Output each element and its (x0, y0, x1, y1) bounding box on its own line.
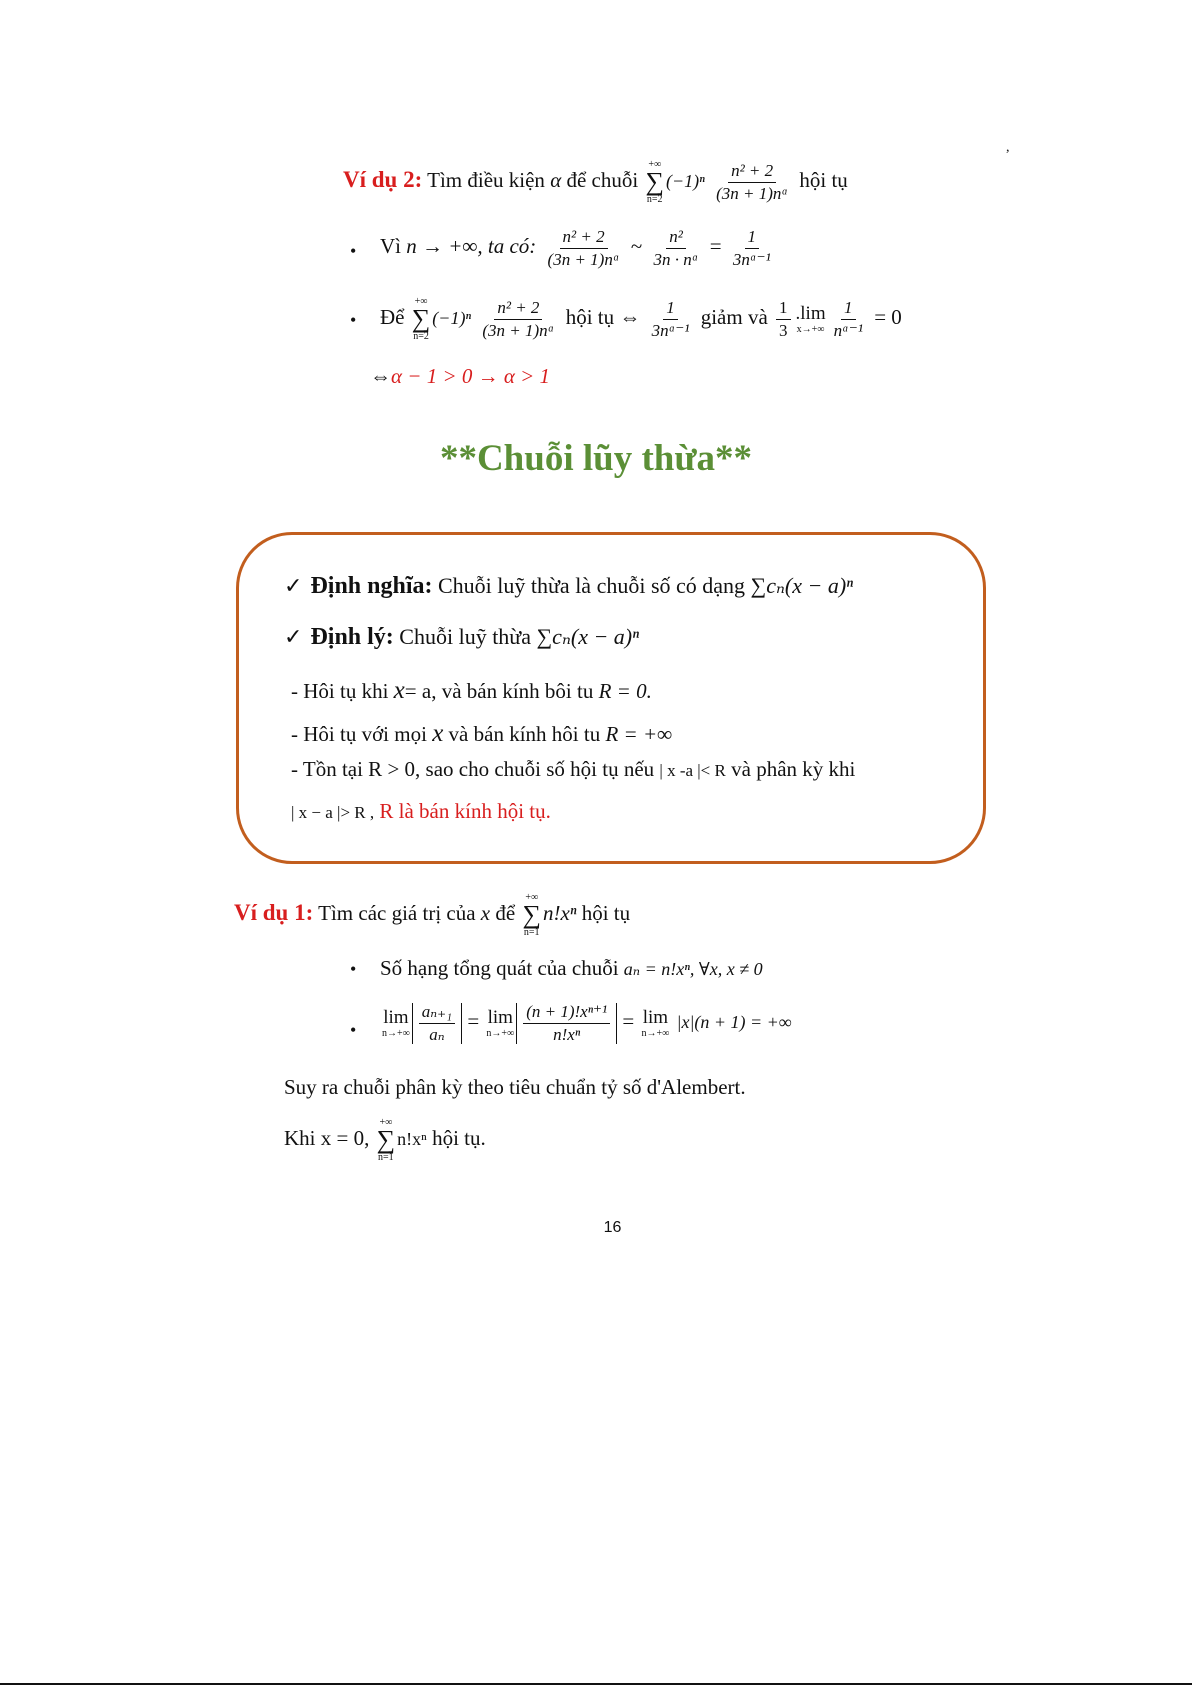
final-tail: hội tụ. (432, 1126, 486, 1151)
page-number: 16 (603, 1219, 622, 1236)
series-term-fraction: $\frac{\text{n² + 2}}{\text{(3n + 1)nᵅ}}$ (482, 298, 555, 340)
sum-symbol: +∞ ∑ n=1 (376, 1117, 396, 1163)
final-term: n!xⁿ (397, 1129, 427, 1150)
alpha-condition: α − 1 > 0 → α > 1 (391, 364, 551, 388)
sign-term: (−1)ⁿ (432, 308, 472, 329)
radius-definition: R là bán kính hội tụ. (379, 799, 551, 823)
example-2-title (343, 160, 848, 205)
bullet-2-prefix: Để (380, 305, 405, 330)
definition-formula: ∑cₙ(x − a)ⁿ (750, 573, 854, 598)
x-symbol: x (480, 901, 491, 926)
theorem-case-3-cont (291, 801, 551, 822)
decreasing-text: giảm và (700, 305, 768, 330)
equals-symbol: = (467, 1009, 480, 1034)
theorem-text: Chuỗi luỹ thừa (399, 624, 531, 649)
fraction-limit: $\frac{1}{\text{nᵅ⁻¹}}$ (833, 298, 863, 340)
alpha-symbol: α (550, 168, 562, 193)
sign-term: (−1)ⁿ (666, 171, 705, 192)
case-1-text: - Hôi tụ khi (291, 679, 389, 703)
radius-infinite: R = +∞ (605, 722, 673, 746)
example-1-bullet-1 (380, 958, 763, 979)
abs-ratio-2: $\frac{\text{(n + 1)!xⁿ⁺¹}}{\text{n!xⁿ}}$ (516, 1003, 617, 1044)
stray-mark: , (1006, 140, 1010, 155)
bullet: • (350, 241, 357, 261)
example-1-conclusion: Suy ra chuỗi phân kỳ theo tiêu chuẩn tỷ số d'Alembert. (284, 1075, 746, 1099)
series-term: n!xⁿ (543, 901, 577, 926)
x-symbol: x (393, 677, 405, 704)
case-2-text-2: và bán kính hôi tu (448, 722, 601, 746)
case-3-text: - Tồn tại R > 0, sao cho chuỗi số hội tụ nếu (291, 757, 655, 781)
example-1-tail: hội tụ (581, 901, 631, 926)
fraction-3: $\frac{1}{\text{3nᵅ⁻¹}}$ (732, 227, 771, 269)
section-heading: **Chuỗi lũy thừa** (439, 438, 753, 479)
theorem-formula: ∑cₙ(x − a)ⁿ (536, 624, 640, 649)
case-1-text-2: = a, và bán kính bôi tu (404, 679, 594, 703)
example-2-label: Ví dụ 2: (343, 167, 423, 193)
definition-text: Chuỗi luỹ thừa là chuỗi số có dạng (438, 573, 746, 598)
bullet: • (350, 310, 357, 330)
theorem-case-1 (291, 678, 652, 703)
x-symbol: x (432, 720, 444, 747)
limit-operator: .lim x→+∞ (795, 302, 826, 335)
example-1-bullet-2 (380, 1003, 792, 1044)
theorem-line (284, 625, 639, 649)
example-2-conclusion (370, 366, 550, 387)
general-term-text: Số hạng tổng quát của chuỗi (380, 956, 619, 980)
example-1-text: Tìm các giá trị của (318, 901, 476, 926)
limit-operator: lim n→+∞ (486, 1006, 515, 1039)
example-2-bullet-2 (380, 297, 902, 342)
sum-symbol: +∞ ∑ n=1 (522, 892, 541, 938)
limit-operator: lim n→+∞ (382, 1006, 410, 1039)
example-2-tail: hội tụ (799, 168, 848, 193)
equals-zero: = 0 (874, 305, 902, 330)
bullet: • (350, 959, 357, 979)
fraction-decreasing: $\frac{1}{\text{3nᵅ⁻¹}}$ (651, 298, 690, 340)
general-term-formula: aₙ = n!xⁿ, ∀x, x ≠ 0 (623, 959, 763, 979)
example-2-text: Tìm điều kiện (427, 168, 545, 193)
example-2-text-2: để chuỗi (566, 168, 639, 193)
sum-symbol: +∞ ∑ n=2 (645, 159, 664, 205)
limit-condition: n → +∞, ta có: (406, 234, 537, 259)
example-1-label: Ví dụ 1: (234, 900, 314, 926)
sum-symbol: +∞ ∑ n=2 (411, 296, 431, 342)
equals-symbol: = (709, 234, 722, 259)
example-2-bullet-1 (380, 228, 777, 269)
abs-condition-2: | x − a |> R , (291, 803, 375, 822)
theorem-label: Định lý: (310, 624, 394, 650)
series-term-fraction: $\frac{\text{n² + 2}}{\text{(3n + 1)nᵅ}}$ (716, 161, 789, 203)
check-icon: ✓ (284, 624, 303, 649)
equivalence-symbol: ~ (630, 234, 643, 259)
definition-line (284, 574, 853, 598)
constant-fraction: $\frac{1}{3}$ (776, 299, 791, 340)
limit-operator: lim n→+∞ (641, 1006, 670, 1039)
fraction-1: $\frac{\text{n² + 2}}{\text{(3n + 1)nᵅ}}$ (547, 227, 620, 269)
final-text: Khi x = 0, (284, 1126, 370, 1151)
check-icon: ✓ (284, 573, 303, 598)
radius-zero: R = 0. (598, 679, 652, 703)
example-1-title (234, 893, 630, 938)
equals-symbol: = (622, 1009, 635, 1034)
abs-ratio-1: $\frac{\text{aₙ₊₁}}{\text{aₙ}}$ (412, 1003, 462, 1044)
theorem-case-3 (291, 759, 855, 780)
bullet-1-prefix: Vì (380, 234, 401, 259)
example-1-text-2: để (495, 901, 516, 926)
limit-result: |x|(n + 1) = +∞ (676, 1012, 792, 1033)
example-1-final (284, 1118, 486, 1163)
theorem-case-2 (291, 721, 672, 746)
case-2-text: - Hôi tụ với mọi (291, 722, 427, 746)
fraction-2: $\frac{\text{n²}}{\text{3n · nᵅ}}$ (653, 227, 699, 269)
bullet: • (350, 1020, 357, 1040)
definition-label: Định nghĩa: (310, 573, 433, 599)
converges-iff: hội tụ ⇔ (565, 305, 641, 330)
abs-condition: | x -a |< R (659, 761, 726, 780)
iff-symbol: ⇔ (370, 364, 391, 388)
case-3-text-2: và phân kỳ khi (731, 757, 856, 781)
